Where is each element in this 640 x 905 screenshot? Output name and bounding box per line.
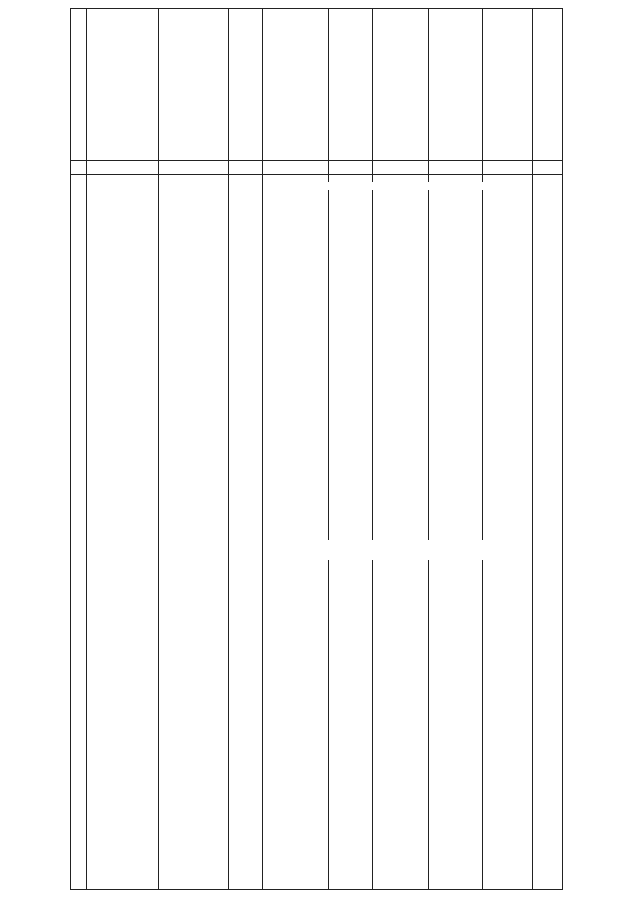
col-line-4 [262,8,263,890]
funding-group-sep [262,8,532,9]
header-bottom [70,160,563,161]
col-line-7b [428,190,429,540]
col-line-5 [328,8,329,182]
funding-sub-sep [262,8,263,9]
col-line-3 [228,8,229,890]
col-line-8 [482,8,483,182]
col-line-8b [482,190,483,540]
frame-bottom [70,889,563,890]
frame-left [70,8,71,890]
col-line-8c [482,560,483,890]
col-line-7 [428,8,429,182]
numbers-bottom [70,174,563,175]
col-line-1 [86,8,87,890]
col-line-6 [372,8,373,182]
col-line-6b [372,190,373,540]
col-line-7c [428,560,429,890]
col-line-5c [328,560,329,890]
col-line-5b [328,190,329,540]
col-line-9 [532,8,533,890]
frame-right [562,8,563,890]
col-line-2 [158,8,159,890]
col-line-6c [372,560,373,890]
